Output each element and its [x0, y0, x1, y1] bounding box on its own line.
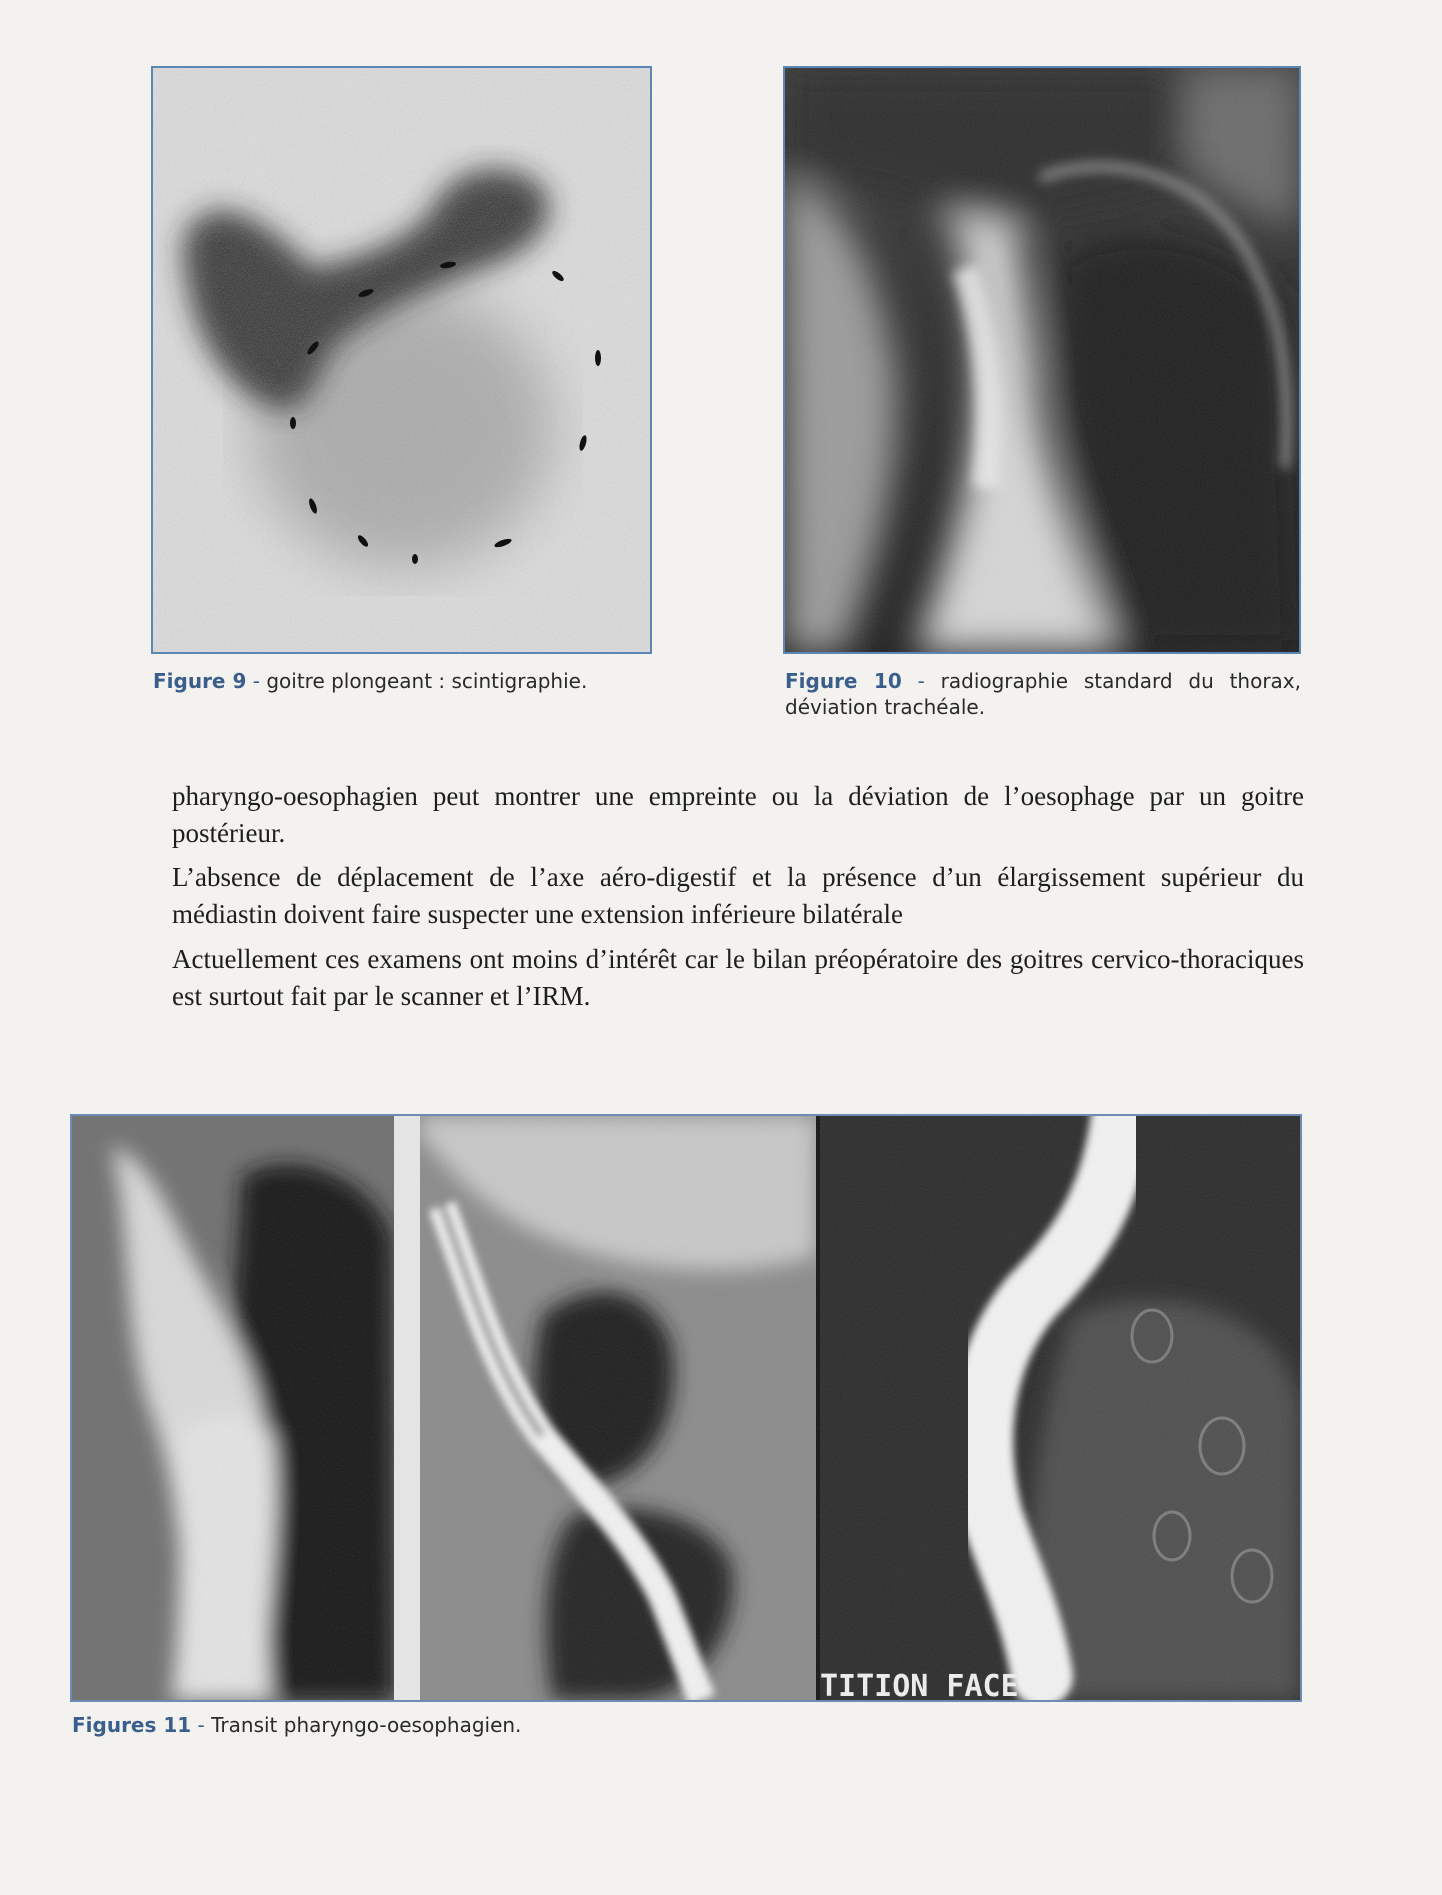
figure-9-label: Figure 9: [153, 669, 247, 693]
paragraph-1: pharyngo-oesophagien peut montrer une empreinte ou la déviation de l’oesophage par un goitre postérieur.: [172, 781, 1304, 848]
figure-9-separator: -: [246, 669, 267, 693]
figure-11-text: Transit pharyngo-oesophagien.: [211, 1713, 522, 1737]
paragraph-3: Actuellement ces examens ont moins d’intérêt car le bilan préopératoire des goitres cervico-thoraciques est surtout fait par le scanner et l’IRM.: [172, 943, 1304, 1011]
scintigraphy-image: [153, 68, 650, 652]
figure-9-text: goitre plongeant : scintigraphie.: [266, 669, 588, 693]
body-text: [172, 778, 1304, 1022]
figure-11-label: Figures 11: [72, 1713, 192, 1737]
figure-9-caption: [153, 668, 653, 694]
figure-10-text: radiographie standard du thorax, déviation trachéale.: [785, 669, 1301, 719]
figure-11-separator: -: [191, 1713, 212, 1737]
figure-11-transit: [70, 1114, 1302, 1702]
chest-xray-image: [785, 68, 1299, 652]
figure-9-scintigraphy: [151, 66, 652, 654]
figure-11-caption: [72, 1712, 972, 1738]
figure-10-caption: [785, 668, 1301, 720]
barium-swallow-images: [72, 1116, 1300, 1700]
figure-10-xray: [783, 66, 1301, 654]
paragraph-2: L’absence de déplacement de l’axe aéro-digestif et la présence d’un élargissement supérieur du médiastin doivent faire suspecter une extension inférieure bilatérale: [172, 862, 1304, 930]
figure-10-label: Figure 10: [785, 669, 902, 693]
figure-10-separator: -: [901, 669, 941, 693]
